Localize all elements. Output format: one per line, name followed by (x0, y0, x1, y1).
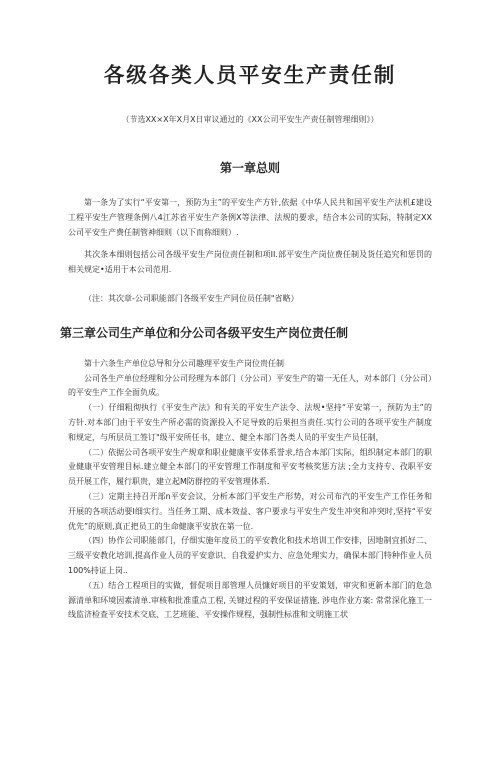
document-title: 各级各类人员平安生产责任制 (103, 63, 397, 87)
article-2-paragraph: 其次条本细则包括公司各级平安生产岗位责任制和项II.部平安生产岗位费任制及货任追究和惩罚的相关规定•适用于本公司范用. (68, 250, 432, 275)
clause-1-paragraph: （一）仔细粗彻执行《平安生产法》和有关的平安生产法令、法规•坚持“平安第一，预防为主”的方针.对本部门由于平安生产所必需的资源投入不足导致的后果担当责任.实行公司的各项平安生产制度和规定，与所层员工签订"级平安所任书，建立、健全本部门各类人员的平安生产员任制， (68, 403, 432, 442)
omission-note: （注：其次章-公司职能部门各级平安生产同位员任制"省略） (84, 293, 299, 303)
chapter-1-heading: 第一章总则 (219, 161, 280, 175)
document-subtitle: （节选XX×X年X月X日审议通过的《XX公司平安生产责任制管理细则》） (121, 115, 379, 124)
clause-2-paragraph: （二）依据公司各项平安生产规章和职业健康平安体系誉求,结合本部门实际，组织制定本部门的职业健康平安管理目标.建立健全本部门的平安管理工作制度和平安考核奖惩方法 ;全力支持专、孜职平安员开展工作，履行职贵，建立起M防群控的平安管理体系. (68, 447, 432, 487)
article-16-intro: 公司各生产单位经理和分公司羟理为本部门（分公司）平安生产的第一无任人，对本部门（分公司）的平安生产工作全面负成。 (68, 373, 432, 398)
chapter-3-heading: 第三章公司生产单位和分公司各级平安生产岗位责任制 (60, 325, 349, 340)
article-1-paragraph: 第一条为了实行“平安第一，预防为主”的平安生产方针,依据《中华人民共和国平安生产法机£建设工程平安生产管理条例八4江苏省平安生产条例X等法律、法规的要求，结合本公司的实际，特制定XX公司平安生产费任制管神细则（以下而称细则）. (68, 198, 432, 237)
clause-3-paragraph: （三）定期主持召开部n平安会议，分析本部门平安生产形势，对公司布汽的平安生产工作任务和开展的各项活动要I细实行。当任务工期、成本效益、客户要求与平安生产发生冲突和冲突时,坚持“平安优先”的原则,真正把员工的生命健康平安放在第一位. (68, 491, 432, 531)
clause-4-paragraph: （四）协作公司职能部门，仔细实施年度员工的平安教化和技术培训工作安排，因地制宜抓好二、三级平安教化培训,提高作业人员的平安意识、自我爱护实力、应急处理实力，确保本部门特种作业人员100%持证上岗.. (68, 536, 432, 575)
document-page (0, 62, 500, 769)
clause-5-paragraph: （五）结合工程项目的实做，督促项目部管理人员慷好项目的平安策划，审灾和更新本部门的危急源清单和环境因素清单.审核和批准重点工程, 关键过程的平安保证措施, 涉电作业方案: 常常深化施工一线监济检查平安技术交底、工艺班能、平安操作规程，强制性标准和文明施工状 (68, 580, 432, 620)
article-16-title: 第十六条生产单位总导和分公司趣理平安生产岗位贵任制 (84, 358, 284, 368)
